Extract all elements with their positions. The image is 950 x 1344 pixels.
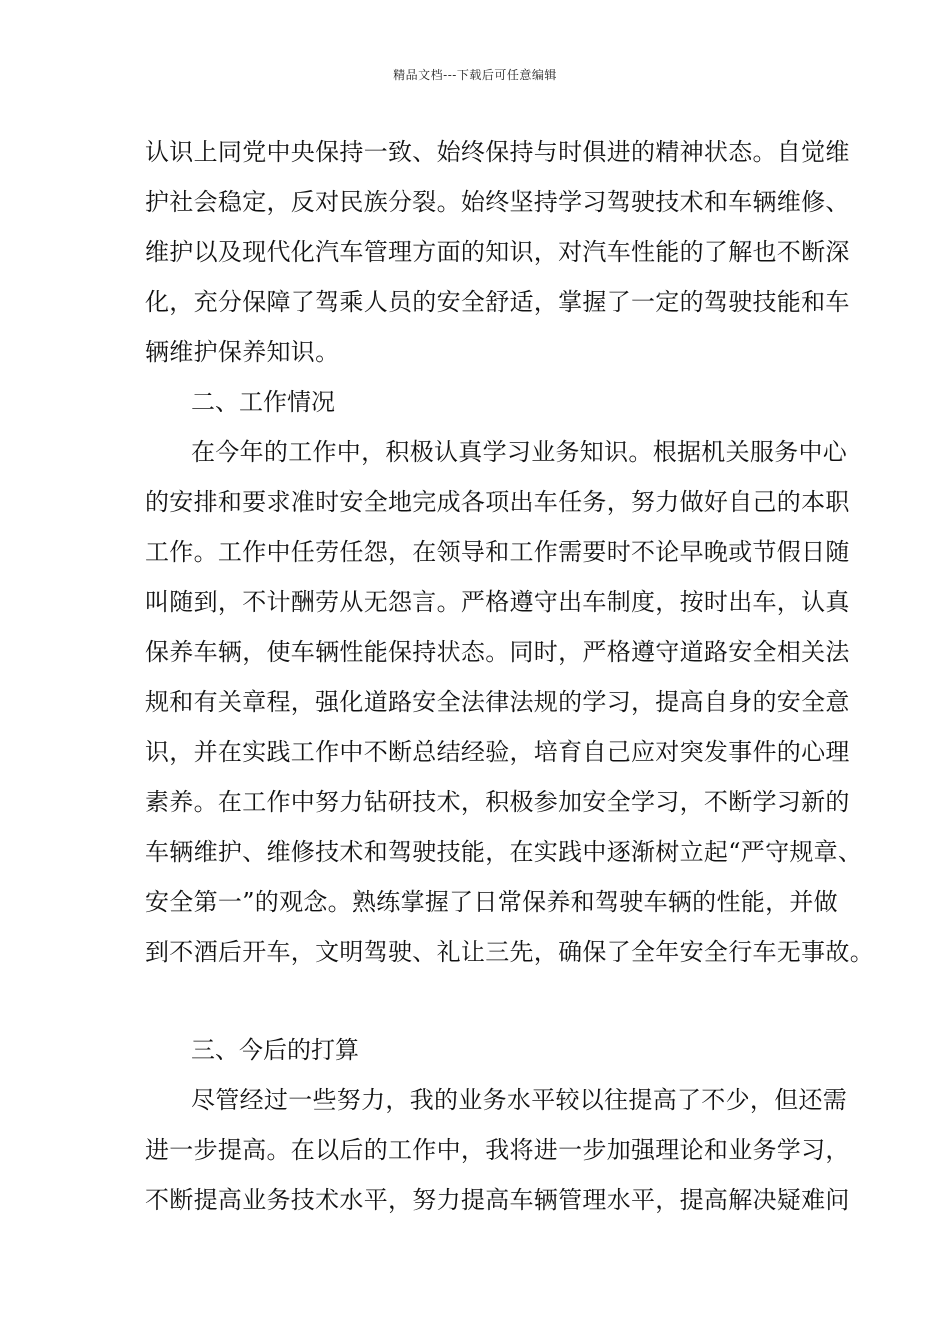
text-line: 尽管经过一些努力，我的业务水平较以往提高了不少，但还需: [191, 1086, 848, 1114]
text-line: 认识上同党中央保持一致、始终保持与时俱进的精神状态。自觉维: [145, 138, 850, 166]
text-line: 进一步提高。在以后的工作中，我将进一步加强理论和业务学习，: [145, 1136, 850, 1164]
text-line: 工作。工作中任劳任怨，在领导和工作需要时不论早晚或节假日随: [145, 538, 850, 566]
document-body: [145, 127, 874, 1225]
text-line: 护社会稳定，反对民族分裂。始终坚持学习驾驶技术和车辆维修、: [145, 188, 850, 216]
text-line: 车辆维护、维修技术和驾驶技能，在实践中逐渐树立起“严守规章、: [145, 838, 863, 866]
plan-paragraph: [145, 1075, 850, 1225]
text-line: 识，并在实践工作中不断总结经验，培育自己应对突发事件的心理: [145, 738, 850, 766]
text-line: 辆维护保养知识。: [145, 338, 340, 366]
paragraph-gap: [145, 977, 815, 1025]
text-line: 不断提高业务技术水平，努力提高车辆管理水平，提高解决疑难问: [145, 1186, 850, 1214]
page-header: 精品文档---下载后可任意编辑: [393, 68, 557, 82]
work-paragraph: [145, 427, 874, 977]
text-line: 规和有关章程，强化道路安全法律法规的学习，提高自身的安全意: [145, 688, 850, 716]
text-line: 到不酒后开车，文明驾驶、礼让三先，确保了全年安全行车无事故。: [145, 938, 874, 966]
section-heading-plans: 三、今后的打算: [191, 1036, 359, 1064]
intro-paragraph: [145, 127, 850, 377]
text-line: 化，充分保障了驾乘人员的安全舒适，掌握了一定的驾驶技能和车: [145, 288, 850, 316]
text-line: 安全第一”的观念。熟练掌握了日常保养和驾驶车辆的性能，并做: [145, 888, 838, 916]
text-line: 保养车辆，使车辆性能保持状态。同时，严格遵守道路安全相关法: [145, 638, 850, 666]
text-line: 在今年的工作中，积极认真学习业务知识。根据机关服务中心: [191, 438, 848, 466]
section-heading-work: 二、工作情况: [191, 388, 335, 416]
text-line: 的安排和要求准时安全地完成各项出车任务，努力做好自己的本职: [145, 488, 850, 516]
text-line: 维护以及现代化汽车管理方面的知识，对汽车性能的了解也不断深: [145, 238, 850, 266]
text-line: 叫随到，不计酬劳从无怨言。严格遵守出车制度，按时出车，认真: [145, 588, 850, 616]
text-line: 素养。在工作中努力钻研技术，积极参加安全学习，不断学习新的: [145, 788, 850, 816]
